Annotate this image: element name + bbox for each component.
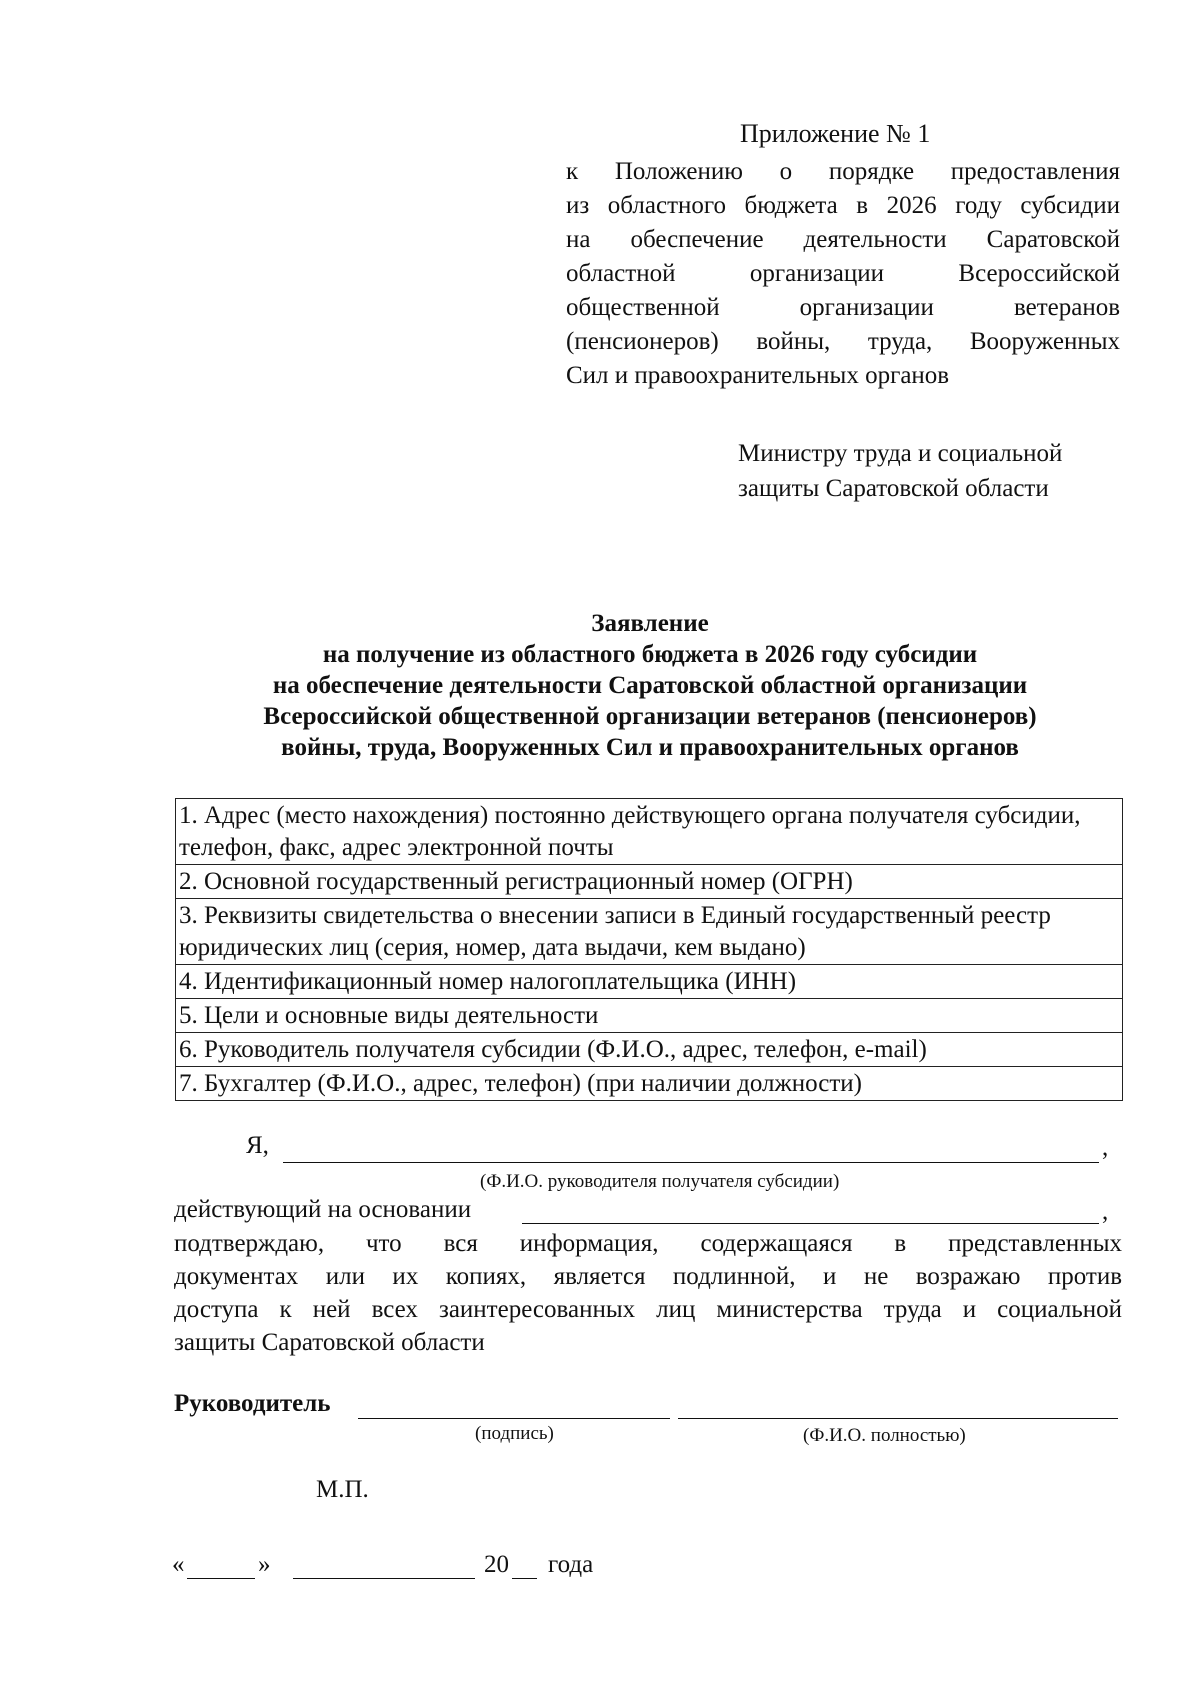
table-cell: 5. Цели и основные виды деятельности xyxy=(176,999,1123,1033)
declaration-ya: Я, xyxy=(246,1132,269,1159)
declaration-comma: , xyxy=(1102,1198,1109,1225)
info-table xyxy=(175,798,1123,1101)
date-year-suffix: года xyxy=(548,1551,594,1578)
fio-blank-line xyxy=(283,1136,1099,1163)
appendix-line: (пенсионеров) войны, труда, Вооруженных xyxy=(566,328,1120,355)
table-row xyxy=(176,865,1123,899)
heading-line: на получение из областного бюджета в 2026 году субсидии xyxy=(322,641,978,668)
heading-line: на обеспечение деятельности Саратовской областной организации xyxy=(272,672,1028,699)
date-year-prefix: 20 xyxy=(484,1551,509,1578)
appendix-title: Приложение № 1 xyxy=(740,119,931,148)
date-month-blank xyxy=(293,1552,475,1579)
signature-label: Руководитель xyxy=(174,1390,331,1417)
basis-blank-line xyxy=(522,1197,1099,1224)
addressee-line: Министру труда и социальной xyxy=(738,440,1063,467)
table-row xyxy=(176,1067,1123,1101)
table-cell: 4. Идентификационный номер налогоплательщика (ИНН) xyxy=(176,965,1123,999)
date-close-quote: » xyxy=(258,1551,271,1578)
table-row xyxy=(176,799,1123,865)
fio-full-blank-line xyxy=(678,1392,1118,1419)
heading-title: Заявление xyxy=(591,610,709,637)
table-cell: 3. Реквизиты свидетельства о внесении записи в Единый государственный реестр юридических лиц (серия, номер, дата выдачи, кем выдано) xyxy=(176,899,1123,965)
declaration-line: подтверждаю, что вся информация, содержащаяся в представленных xyxy=(174,1230,1122,1257)
appendix-line: из областного бюджета в 2026 году субсидии xyxy=(566,192,1120,219)
appendix-line: общественной организации ветеранов xyxy=(566,294,1120,321)
signature-caption: (подпись) xyxy=(475,1423,554,1444)
table-cell: 7. Бухгалтер (Ф.И.О., адрес, телефон) (при наличии должности) xyxy=(176,1067,1123,1101)
table-row xyxy=(176,965,1123,999)
signature-blank-line xyxy=(358,1392,670,1419)
table-cell: 6. Руководитель получателя субсидии (Ф.И.О., адрес, телефон, e-mail) xyxy=(176,1033,1123,1067)
table-row xyxy=(176,1033,1123,1067)
table-row xyxy=(176,999,1123,1033)
fio-caption: (Ф.И.О. руководителя получателя субсидии) xyxy=(480,1171,840,1192)
fio-full-caption: (Ф.И.О. полностью) xyxy=(803,1425,966,1446)
acting-basis-label: действующий на основании xyxy=(174,1196,472,1223)
heading-line: войны, труда, Вооруженных Сил и правоохранительных органов xyxy=(281,734,1019,761)
date-day-blank xyxy=(187,1552,255,1579)
appendix-line: на обеспечение деятельности Саратовской xyxy=(566,226,1120,253)
declaration-comma: , xyxy=(1102,1134,1109,1161)
date-year-blank xyxy=(512,1552,537,1579)
table-cell: 1. Адрес (место нахождения) постоянно действующего органа получателя субсидии, телефон, факс, адрес электронной почты xyxy=(176,799,1123,865)
declaration-line: документах или их копиях, является подлинной, и не возражаю против xyxy=(174,1263,1122,1290)
appendix-line: областной организации Всероссийской xyxy=(566,260,1120,287)
addressee-line: защиты Саратовской области xyxy=(738,475,1049,502)
table-cell: 2. Основной государственный регистрационный номер (ОГРН) xyxy=(176,865,1123,899)
date-open-quote: « xyxy=(172,1551,185,1578)
stamp-place: М.П. xyxy=(316,1476,369,1503)
declaration-line: защиты Саратовской области xyxy=(174,1329,485,1356)
table-row xyxy=(176,899,1123,965)
appendix-line: к Положению о порядке предоставления xyxy=(566,158,1120,185)
declaration-line: доступа к ней всех заинтересованных лиц министерства труда и социальной xyxy=(174,1296,1122,1323)
document-heading xyxy=(150,608,1150,763)
heading-line: Всероссийской общественной организации ветеранов (пенсионеров) xyxy=(263,703,1037,730)
appendix-line: Сил и правоохранительных органов xyxy=(566,362,950,389)
